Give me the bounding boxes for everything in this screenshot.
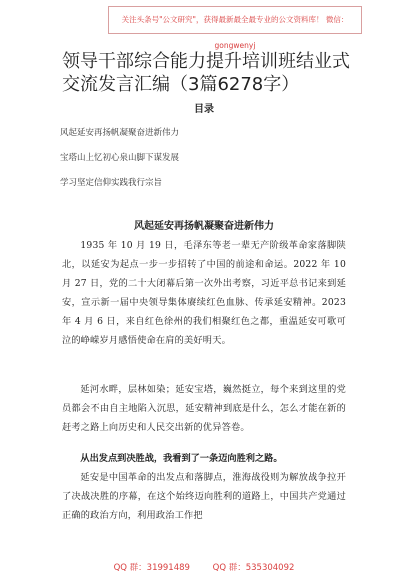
bold-subheading: 从出发点到决胜战，我看到了一条迈向胜利之路。	[80, 453, 283, 464]
footer-contact	[0, 561, 408, 573]
footer-qq-2: QQ 群：535304092	[212, 563, 295, 573]
toc-item: 宝塔山上忆初心泉山脚下谋发展	[60, 153, 180, 163]
body-paragraph: 1935 年 10 月 19 日，毛泽东等老一辈无产阶级革命家落脚陕北，以延安为起点一步一步招转了中国的前途和命运。2022 年 10 月 27 日，党的二十大闭幕后第一次外出考察，习近平总书记来到延安，宣示新一届中央领导集体赓续红色血脉、传承延安精神。2023 年 4 月 6 日，来自红色徐州的我们相聚红色之都，重温延安可歌可泣的峥嵘岁月感悟使命在肩的美好明天。	[62, 240, 346, 346]
toc-item: 风起延安再扬帆凝聚奋进新伟力	[60, 128, 180, 138]
toc-item: 学习坚定信仰实践我行宗旨	[60, 178, 163, 188]
section-heading: 风起延安再扬帆凝聚奋进新伟力	[134, 221, 274, 232]
footer-qq-1: QQ 群：31991489	[113, 563, 190, 573]
toc-heading: 目录	[194, 104, 214, 115]
header-banner: 关注头条号"公文研究"，获得最新最全最专业的公文资料库！ 微信：gongwenyj	[108, 6, 362, 34]
body-paragraph: 延安是中国革命的出发点和落脚点，淮海战役则为解放战争拉开了决战决胜的序幕，在这个始终迈向胜利的道路上，中国共产党通过正确的政治方向，利用政治工作把	[62, 472, 346, 521]
body-paragraph: 延河水畔，层林如染；延安宝塔，巍然挺立，每个来到这里的党员都会不由自主地陷入沉思，延安精神到底是什么，怎么才能在新的赶考之路上向历史和人民交出新的优异答卷。	[62, 384, 346, 433]
document-title: 领导干部综合能力提升培训班结业式交流发言汇编（3篇6278字）	[62, 51, 350, 95]
